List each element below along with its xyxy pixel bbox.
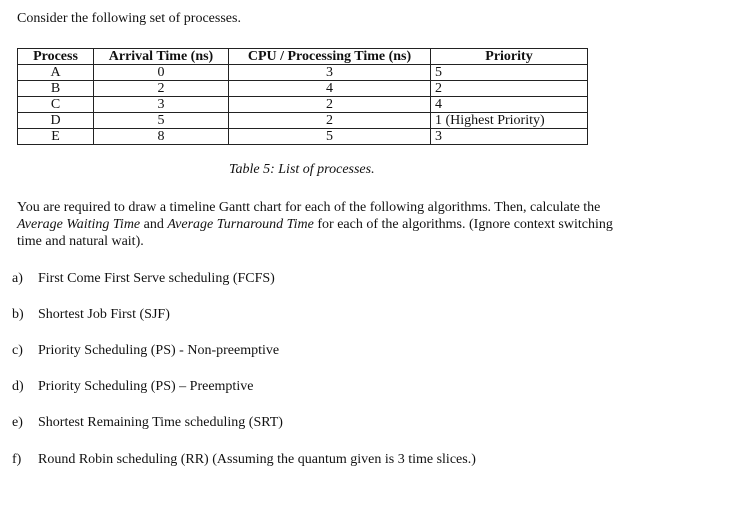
table-cell: 1 (Highest Priority)	[431, 113, 588, 129]
header-cell: CPU / Processing Time (ns)	[229, 49, 431, 65]
item-letter: b)	[12, 307, 24, 322]
text: Average Turnaround Time	[167, 217, 314, 232]
item-letter: f)	[12, 452, 22, 467]
table-cell: 5	[229, 129, 431, 145]
table-row	[18, 97, 588, 113]
table-row	[18, 81, 588, 97]
table-cell: 5	[431, 65, 588, 81]
list-item	[12, 307, 170, 323]
list-item	[12, 343, 279, 359]
item-text: Shortest Remaining Time scheduling (SRT)	[38, 415, 283, 430]
table-cell: 5	[94, 113, 229, 129]
item-text: Round Robin scheduling (RR) (Assuming the quantum given is 3 time slices.)	[38, 452, 476, 467]
process-table	[17, 48, 588, 145]
table-cell: 4	[229, 81, 431, 97]
header-cell: Process	[18, 49, 94, 65]
item-letter: e)	[12, 415, 23, 430]
intro-text: Consider the following set of processes.	[17, 11, 241, 26]
list-item	[12, 415, 283, 431]
item-letter: c)	[12, 343, 23, 358]
instructions-paragraph	[17, 199, 617, 250]
item-letter: a)	[12, 271, 23, 286]
item-text: Priority Scheduling (PS) - Non-preemptive	[38, 343, 280, 358]
table-header-row	[18, 49, 588, 65]
table-cell: E	[18, 129, 94, 145]
text: You are required to draw a timeline Gantt chart for each of the following algorithms. Then, calculate the	[17, 200, 601, 215]
list-item	[12, 452, 476, 468]
header-cell: Arrival Time (ns)	[94, 49, 229, 65]
table-cell: D	[18, 113, 94, 129]
text: Average Waiting Time	[17, 217, 141, 232]
table-cell: B	[18, 81, 94, 97]
item-letter: d)	[12, 379, 24, 394]
text: for each of the algorithms. (Ignore context switching time and natural wait).	[17, 217, 613, 249]
table-row	[18, 113, 588, 129]
table-cell: 2	[94, 81, 229, 97]
table-cell: 3	[431, 129, 588, 145]
table-row	[18, 65, 588, 81]
text: and	[140, 217, 168, 232]
table-cell: 3	[229, 65, 431, 81]
table-cell: 0	[94, 65, 229, 81]
list-item	[12, 271, 275, 287]
table-cell: 4	[431, 97, 588, 113]
table-cell: 2	[229, 97, 431, 113]
table-cell: 3	[94, 97, 229, 113]
table-row	[18, 129, 588, 145]
item-text: First Come First Serve scheduling (FCFS)	[38, 271, 275, 286]
item-text: Shortest Job First (SJF)	[38, 307, 170, 322]
header-cell: Priority	[431, 49, 588, 65]
table-cell: 8	[94, 129, 229, 145]
table-cell: 2	[431, 81, 588, 97]
table-cell: 2	[229, 113, 431, 129]
item-text: Priority Scheduling (PS) – Preemptive	[38, 379, 254, 394]
table-caption: Table 5: List of processes.	[229, 162, 375, 177]
table-cell: C	[18, 97, 94, 113]
list-item	[12, 379, 253, 395]
table-cell: A	[18, 65, 94, 81]
